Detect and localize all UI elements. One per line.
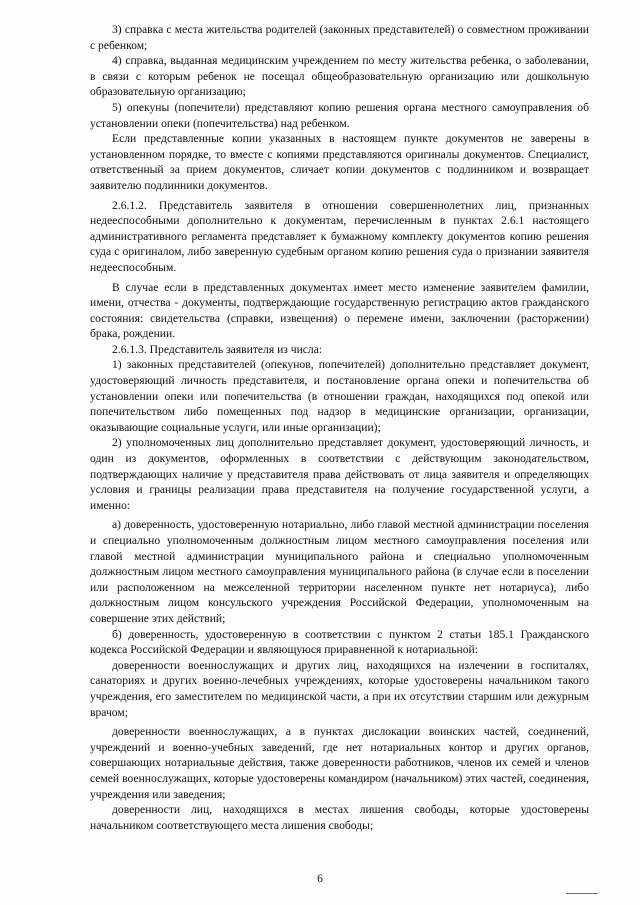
paragraph-b-equivalent-power-of-attorney: б) доверенность, удостоверенную в соответствии с пунктом 2 статьи 185.1 Гражданского кодекса Российской Федерации и являющуюся приравненной к нотариальной:: [90, 627, 589, 657]
paragraph-authorized-persons: 2) уполномоченных лиц дополнительно представляет документ, удостоверяющий личность, и один из документов, оформленных в соответствии с действующим законодательством, подтверждающих наличие у представителя права действовать от лица заявителя и определяющих условия и границы реализации права представителя на получение государственной услуги, а именно:: [90, 436, 589, 512]
paragraph-name-change-documents: В случае если в представленных документах имеет место изменение заявителем фамилии, имени, отчества - документы, подтверждающие государственную регистрацию актов гражданского состояния: свидетельства (справки, извещения) о перемене имени, заключении (расторжении) брака, рождении.: [90, 280, 589, 341]
paragraph-2-6-1-3-heading: 2.6.1.3. Представитель заявителя из числа:: [112, 342, 323, 356]
paragraph-legal-representatives: 1) законных представителей (опекунов, попечителей) дополнительно представляет документ, удостоверяющий личность представителя, и постановление органа опеки и попечительства об установлении опеки или попечительства (в отношении граждан, находящихся под опекой или попечительством либо помещенных под надзор в медицинские организации, организации, оказывающие социальные услуги, или иные организации);: [90, 358, 589, 434]
scan-artifact-line: [566, 893, 598, 894]
paragraph-item-3-parents-residence-certificate: 3) справка с места жительства родителей (законных представителей) о совместном проживании с ребенком;: [90, 23, 589, 52]
page-body: [90, 22, 589, 833]
paragraph-a-notarized-power-of-attorney: а) доверенность, удостоверенную нотариально, либо главой местной администрации поселения и специально уполномоченным должностным лицом местного самоуправления поселения или главой местной администрации муниципального района и специально уполномоченным должностным лицом местного самоуправления муниципального района (в случае если в поселении или расположенном на межселенной территории населенном пункте нет нотариуса), либо должностным лицом консульского учреждения Российской Федерации, уполномоченным на совершение этих действий;: [90, 518, 589, 625]
paragraph-copies-verification: Если представленные копии указанных в настоящем пункте документов не заверены в установленном порядке, то вместе с копиями представляются оригиналы документов. Специалист, ответственный за прием документов, сличает копии документов с подлинником и возвращает заявителю подлинники документов.: [90, 132, 589, 192]
paragraph-military-power-of-attorney: доверенности военнослужащих, а в пунктах дислокации воинских частей, соединений, учреждений и военно-учебных заведений, где нет нотариальных контор и других органов, совершающих нотариальные действия, также доверенности работников, членов их семей и членов семей военнослужащих, которые удостоверены командиром (начальником) этих частей, соединения, учреждения или заведения;: [90, 725, 589, 801]
paragraph-item-4-medical-certificate: 4) справка, выданная медицинским учреждением по месту жительства ребенка, о заболевании, в связи с которым ребенок не посещал общеобразовательную организацию или дошкольную образовательную организацию;: [90, 54, 589, 99]
page-number: 6: [317, 872, 323, 885]
paragraph-2-6-1-2: 2.6.1.2. Представитель заявителя в отношении совершеннолетних лиц, признанных недееспособными дополнительно к документам, перечисленным в пунктах 2.6.1 настоящего административного регламента представляет к бумажному комплекту документов копию решения суда с оригиналом, либо заверенную судебным органом копию решения суда о признании заявителя недееспособным.: [90, 198, 589, 274]
paragraph-hospital-power-of-attorney: доверенности военнослужащих и других лиц, находящихся на излечении в госпиталях, санаториях и других военно-лечебных учреждениях, которые удостоверены начальником такого учреждения, его заместителем по медицинской части, а при их отсутствии старшим или дежурным врачом;: [90, 658, 589, 719]
paragraph-item-5-guardians-decision: 5) опекуны (попечители) представляют копию решения органа местного самоуправления об установлении опеки (попечительства) над ребенком.: [90, 100, 589, 130]
paragraph-detention-power-of-attorney: доверенности лиц, находящихся в местах лишения свободы, которые удостоверены начальником соответствующего места лишения свободы;: [90, 803, 589, 832]
